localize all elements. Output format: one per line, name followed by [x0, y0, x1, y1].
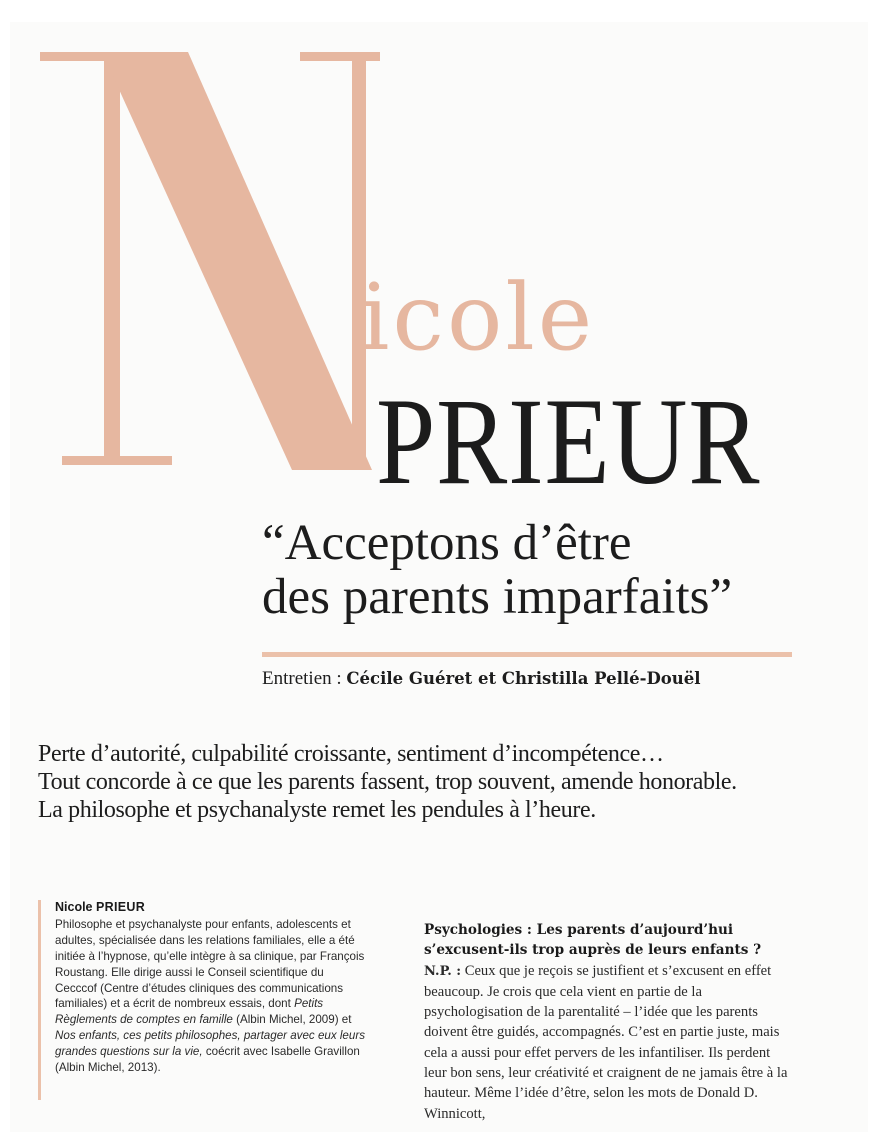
bio-text-1: Philosophe et psychanalyste pour enfants, adolescents et adultes, spécialisée dans les relations familiales, elle a été initiée à l’hypnose, qu’elle intègre à sa clinique, par François Roustang. Elle dirige aussi le Conseil scientifique du Cecccof (Centre d’études cliniques des communications familiales) et a écrit de nombreux essais, dont [55, 917, 365, 1011]
answer-text: Ceux que je reçois se justifient et s’excusent en effet beaucoup. Je crois que cela vient en partie de la psychologisation de la parentalité – l’idée que les parents doivent être guidés, accompagnés. C’est en partie juste, mais cela a aussi pour effet pervers de les infantiliser. Ils perdent leur bon sens, leur créativité et craignent de ne jamais être à la hauteur. Même l’idée d’être, selon les mots de Donald D. Winnicott, [424, 962, 788, 1122]
bio-book-2: Nos enfants, ces petits philosophes, partager avec eux leurs grandes questions sur la vie, [55, 1029, 365, 1059]
headline-line-1: “Acceptons d’être [262, 515, 632, 571]
first-name-rest: icole [360, 264, 596, 371]
answer-label: N.P. : [424, 963, 462, 979]
headline-quote [262, 516, 822, 624]
interview-question: Psychologies : Les parents d’aujourd’hui s’excusent-ils trop auprès de leurs enfants ? [424, 922, 762, 959]
byline-label: Entretien : [262, 668, 342, 689]
drop-cap-n [40, 52, 380, 470]
interview-answer [424, 961, 794, 1124]
byline [262, 668, 701, 690]
last-name-title: PRIEUR [376, 373, 761, 510]
intro-paragraph [38, 740, 858, 824]
bio-text [55, 917, 365, 1076]
bio-book-1: Petits Règlements de comptes en famille [55, 997, 324, 1027]
headline-line-2: des parents imparfaits” [262, 569, 733, 625]
bio-first-name: Nicole [55, 900, 93, 914]
interview-column [424, 920, 794, 1124]
bio-name [55, 900, 365, 916]
bio-text-2: (Albin Michel, 2009) et [236, 1013, 352, 1027]
intro-line-3: La philosophe et psychanalyste remet les pendules à l’heure. [38, 797, 596, 823]
intro-line-2: Tout concorde à ce que les parents fassent, trop souvent, amende honorable. [38, 769, 737, 795]
bio-last-name: PRIEUR [96, 900, 146, 914]
author-bio-box [38, 900, 365, 1100]
accent-divider [262, 652, 792, 657]
bio-text-3: coécrit avec Isabelle Gravillon (Albin Michel, 2013). [55, 1045, 360, 1075]
intro-line-1: Perte d’autorité, culpabilité croissante, sentiment d’incompétence… [38, 741, 664, 767]
byline-authors: Cécile Guéret et Christilla Pellé-Douël [346, 669, 701, 688]
